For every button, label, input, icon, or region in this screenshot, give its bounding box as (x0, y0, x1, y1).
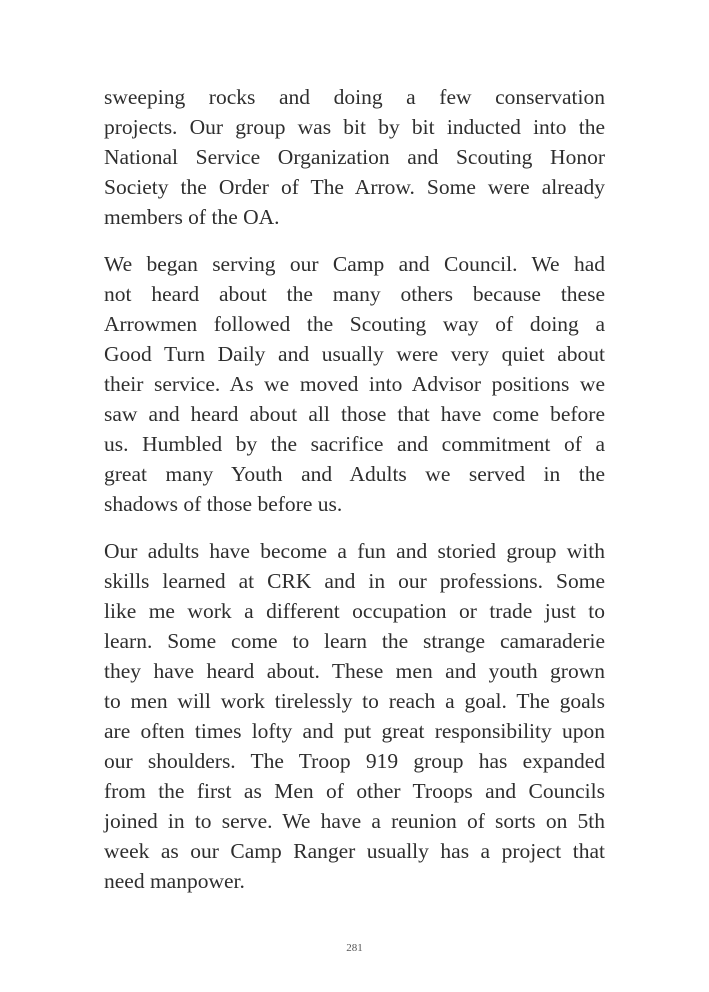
text-line: great many Youth and Adults we served in the (104, 462, 605, 486)
text-line: are often times lofty and put great responsibility upon (104, 719, 605, 743)
text-line: We began serving our Camp and Council. We had (104, 252, 605, 276)
paragraph (104, 249, 605, 519)
text-line: need manpower. (104, 869, 245, 893)
text-line: to men will work tirelessly to reach a goal. The goals (104, 689, 605, 713)
text-line: saw and heard about all those that have come before (104, 402, 605, 426)
text-line: us. Humbled by the sacrifice and commitment of a (104, 432, 605, 456)
page-body (104, 82, 605, 913)
text-line: their service. As we moved into Advisor positions we (104, 372, 605, 396)
text-line: National Service Organization and Scouting Honor (104, 145, 605, 169)
text-line: projects. Our group was bit by bit inducted into the (104, 115, 605, 139)
text-line: Society the Order of The Arrow. Some were already (104, 175, 605, 199)
text-line: members of the OA. (104, 205, 280, 229)
text-line: sweeping rocks and doing a few conservation (104, 85, 605, 109)
text-line: Arrowmen followed the Scouting way of doing a (104, 312, 605, 336)
text-line: Good Turn Daily and usually were very quiet about (104, 342, 605, 366)
text-line: skills learned at CRK and in our professions. Some (104, 569, 605, 593)
paragraph (104, 536, 605, 896)
text-line: from the first as Men of other Troops and Councils (104, 779, 605, 803)
text-line: Our adults have become a fun and storied group with (104, 539, 605, 563)
text-line: like me work a different occupation or trade just to (104, 599, 605, 623)
text-line: not heard about the many others because these (104, 282, 605, 306)
paragraph (104, 82, 605, 232)
text-line: joined in to serve. We have a reunion of sorts on 5th (104, 809, 605, 833)
page-number: 281 (346, 942, 363, 954)
text-line: learn. Some come to learn the strange camaraderie (104, 629, 605, 653)
text-line: shadows of those before us. (104, 492, 343, 516)
text-line: they have heard about. These men and youth grown (104, 659, 605, 683)
text-line: week as our Camp Ranger usually has a project that (104, 839, 605, 863)
text-line: our shoulders. The Troop 919 group has expanded (104, 749, 605, 773)
